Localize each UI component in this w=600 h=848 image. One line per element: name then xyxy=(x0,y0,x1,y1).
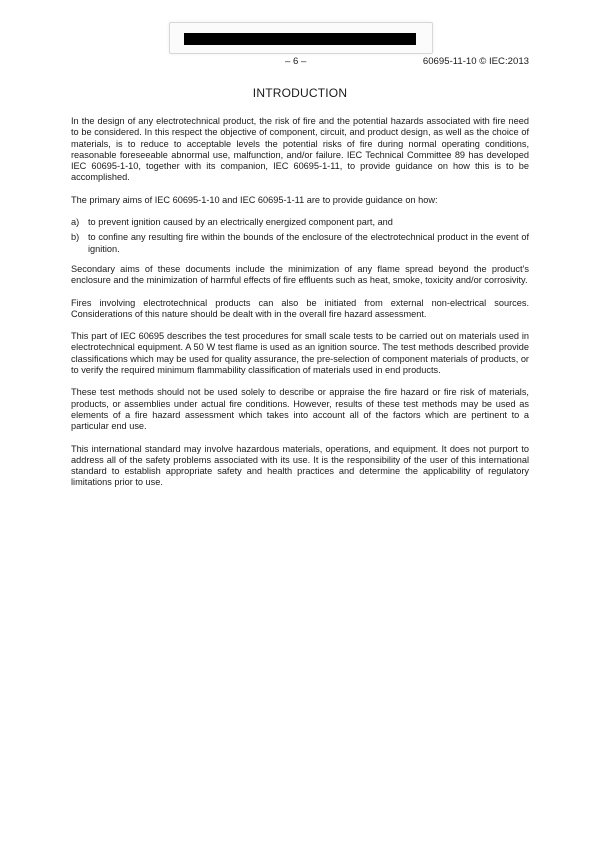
list-marker: b) xyxy=(71,232,80,243)
redaction-bar xyxy=(184,33,416,45)
paragraph-safety-disclaimer: This international standard may involve hazardous materials, operations, and equipment. It does not purport to address all of the safety problems associated with its use. It is the responsibility of the user of this international standard to establish appropriate safety and health practices and determine the applicability of regulatory limitations prior to use. xyxy=(71,443,529,488)
list-marker: a) xyxy=(71,217,80,228)
paragraph-secondary-aims: Secondary aims of these documents include the minimization of any flame spread beyond the product’s enclosure and the minimization of harmful effects of fire effluents such as heat, smoke, toxicity and/or corrosivity. xyxy=(71,263,529,286)
page-number: – 6 – xyxy=(285,56,307,67)
list-item xyxy=(71,217,529,228)
list-item-text: to prevent ignition caused by an electrically energized component part, and xyxy=(88,217,393,228)
page-header xyxy=(71,56,529,72)
paragraph-test-limitations: These test methods should not be used solely to describe or appraise the fire hazard or fire risk of materials, products, or assemblies under actual fire conditions. However, results of these test methods may be used as elements of a fire hazard assessment which takes into account all of the factors which are pertinent to a particular end use. xyxy=(71,387,529,432)
list-item-text: to confine any resulting fire within the bounds of the enclosure of the electrotechnical product in the event of ignition. xyxy=(88,232,529,254)
paragraph-test-procedures: This part of IEC 60695 describes the test procedures for small scale tests to be carried out on materials used in electrotechnical equipment. A 50 W test flame is used as an ignition source. The test methods described provide classifications which may be used for quality assurance, the pre-selection of component materials of products, or to verify the required minimum flammability classification of materials used in end products. xyxy=(71,331,529,376)
redacted-stamp xyxy=(169,22,433,54)
paragraph-primary-aims: The primary aims of IEC 60695-1-10 and IEC 60695-1-11 are to provide guidance on how: xyxy=(71,194,438,205)
list-item xyxy=(71,232,529,255)
aims-list xyxy=(71,217,529,255)
paragraph-external-sources: Fires involving electrotechnical products can also be initiated from external non-electrical sources. Considerations of this nature should be dealt with in the overall fire hazard assessment. xyxy=(71,297,529,319)
document-reference: 60695-11-10 © IEC:2013 xyxy=(422,56,529,67)
paragraph-design-risk: In the design of any electrotechnical product, the risk of fire and the potential hazards associated with fire need to be considered. In this respect the objective of component, circuit, and product design, as well as the choice of materials, is to reduce to acceptable levels the potential risks of fire during normal operating conditions, reasonable foreseeable abnormal use, malfunction, and/or failure. IEC Technical Committee 89 has developed IEC 60695-1-10, together with its companion, IEC 60695-1-11, to provide guidance on how this is to be accomplished. xyxy=(71,116,529,183)
document-body xyxy=(71,116,529,500)
section-title: INTRODUCTION xyxy=(252,86,348,100)
